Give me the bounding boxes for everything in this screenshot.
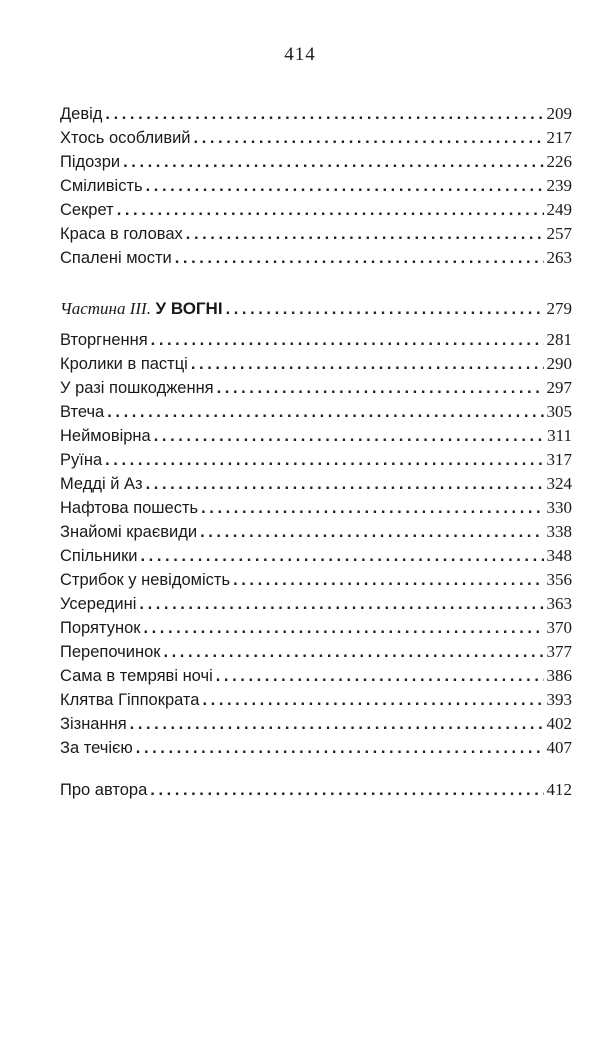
dot-leader [139,592,543,616]
toc-entry-title: Зізнання [60,715,127,733]
toc-entry[interactable] [60,712,572,736]
toc-entry-title: Спалені мости [60,249,172,267]
dot-leader [233,568,543,592]
toc-entry[interactable] [60,424,572,448]
toc-entry[interactable] [60,472,572,496]
toc-entry[interactable] [60,376,572,400]
toc-entry-page: 257 [546,224,572,243]
toc-entry-page: 377 [546,642,572,661]
toc-entry-title: Вторгнення [60,331,148,349]
toc-section-3 [60,328,572,760]
toc-entry-page: 412 [546,780,572,799]
toc-entry-title: Знайомі краєвиди [60,523,198,541]
toc-entry-page: 317 [546,450,572,469]
toc-entry-page: 290 [546,354,572,373]
toc-entry-page: 263 [546,248,572,267]
dot-leader [151,328,544,352]
toc-entry[interactable] [60,592,572,616]
toc-entry-page: 217 [546,128,572,147]
toc-entry-title: Хтось особливий [60,129,191,147]
dot-leader [163,640,543,664]
toc-entry[interactable] [60,126,572,150]
dot-leader [107,400,543,424]
toc-entry-title: Втеча [60,403,105,421]
toc-entry-page: 370 [546,618,572,637]
toc-entry-page: 209 [546,104,572,123]
dot-leader [191,352,544,376]
toc-entry[interactable] [60,616,572,640]
dot-leader [194,126,544,150]
dot-leader [217,376,544,400]
dot-leader [105,448,543,472]
toc-entry[interactable] [60,400,572,424]
toc-entry-page: 386 [546,666,572,685]
toc-entry-page: 311 [547,426,572,445]
toc-entry-page: 330 [546,498,572,517]
dot-leader [123,150,543,174]
toc-entry[interactable] [60,688,572,712]
dot-leader [216,664,544,688]
toc-entry-page: 239 [546,176,572,195]
dot-leader [105,102,543,126]
dot-leader [202,688,543,712]
toc-entry[interactable] [60,778,572,802]
toc-entry-title: Про автора [60,781,148,799]
toc-entry-title: Спільники [60,547,138,565]
toc-entry[interactable] [60,736,572,760]
toc-entry-title: Медді й Аз [60,475,143,493]
toc-entry-page: 249 [546,200,572,219]
toc-entry-title: Підозри [60,153,121,171]
toc-entry-page: 338 [546,522,572,541]
dot-leader [146,472,544,496]
part-label: Частина III. [60,299,151,318]
part-heading [60,297,223,321]
toc-entry-title: Перепочинок [60,643,161,661]
toc-entry[interactable] [60,198,572,222]
toc-entry[interactable] [60,496,572,520]
toc-entry-title: Усередині [60,595,137,613]
dot-leader [200,520,543,544]
toc-entry[interactable] [60,246,572,270]
dot-leader [141,544,544,568]
dot-leader [146,174,544,198]
toc-entry-title: Клятва Гіппократа [60,691,200,709]
toc-entry[interactable] [60,520,572,544]
dot-leader [130,712,544,736]
toc-entry-title: Кролики в пастці [60,355,188,373]
toc-entry[interactable] [60,544,572,568]
toc-entry[interactable] [60,328,572,352]
toc-entry-title: Девід [60,105,103,123]
toc-entry-title: Стрибок у невідомість [60,571,231,589]
toc-entry[interactable] [60,174,572,198]
toc-entry-page: 363 [546,594,572,613]
toc-entry-title: Сама в темряві ночі [60,667,213,685]
toc-entry-title: Сміливість [60,177,143,195]
toc-entry-page: 279 [546,299,572,318]
toc-part-entry[interactable] [60,297,572,321]
toc-entry-title: За течією [60,739,133,757]
toc-entry-page: 281 [546,330,572,349]
toc-entry[interactable] [60,448,572,472]
dot-leader [143,616,543,640]
page-number: 414 [284,44,316,65]
toc-entry-page: 356 [546,570,572,589]
toc-entry-page: 348 [546,546,572,565]
dot-leader [117,198,544,222]
toc-entry-title: Нафтова пошесть [60,499,199,517]
toc-entry[interactable] [60,102,572,126]
toc-entry-page: 402 [546,714,572,733]
part-title: У ВОГНІ [155,299,223,318]
toc-entry-page: 226 [546,152,572,171]
toc-part-heading [60,297,572,321]
toc-entry-page: 305 [546,402,572,421]
dot-leader [154,424,544,448]
dot-leader [186,222,544,246]
toc-entry-page: 393 [546,690,572,709]
dot-leader [136,736,544,760]
toc-entry[interactable] [60,664,572,688]
dot-leader [201,496,543,520]
dot-leader [226,297,544,321]
toc-entry-title: Порятунок [60,619,141,637]
toc-entry-title: Секрет [60,201,114,219]
toc-entry-title: У разі пошкодження [60,379,214,397]
toc-entry[interactable] [60,222,572,246]
toc-entry[interactable] [60,150,572,174]
toc-entry[interactable] [60,352,572,376]
toc-entry-title: Неймовірна [60,427,151,445]
dot-leader [175,246,544,270]
toc-entry[interactable] [60,640,572,664]
toc-entry-title: Краса в головах [60,225,183,243]
toc-section-1 [60,102,572,270]
toc-entry[interactable] [60,568,572,592]
toc-about-author [60,778,572,802]
toc-entry-title: Руїна [60,451,103,469]
toc-entry-page: 324 [546,474,572,493]
toc-entry-page: 297 [546,378,572,397]
dot-leader [150,778,543,802]
toc-entry-page: 407 [546,738,572,757]
